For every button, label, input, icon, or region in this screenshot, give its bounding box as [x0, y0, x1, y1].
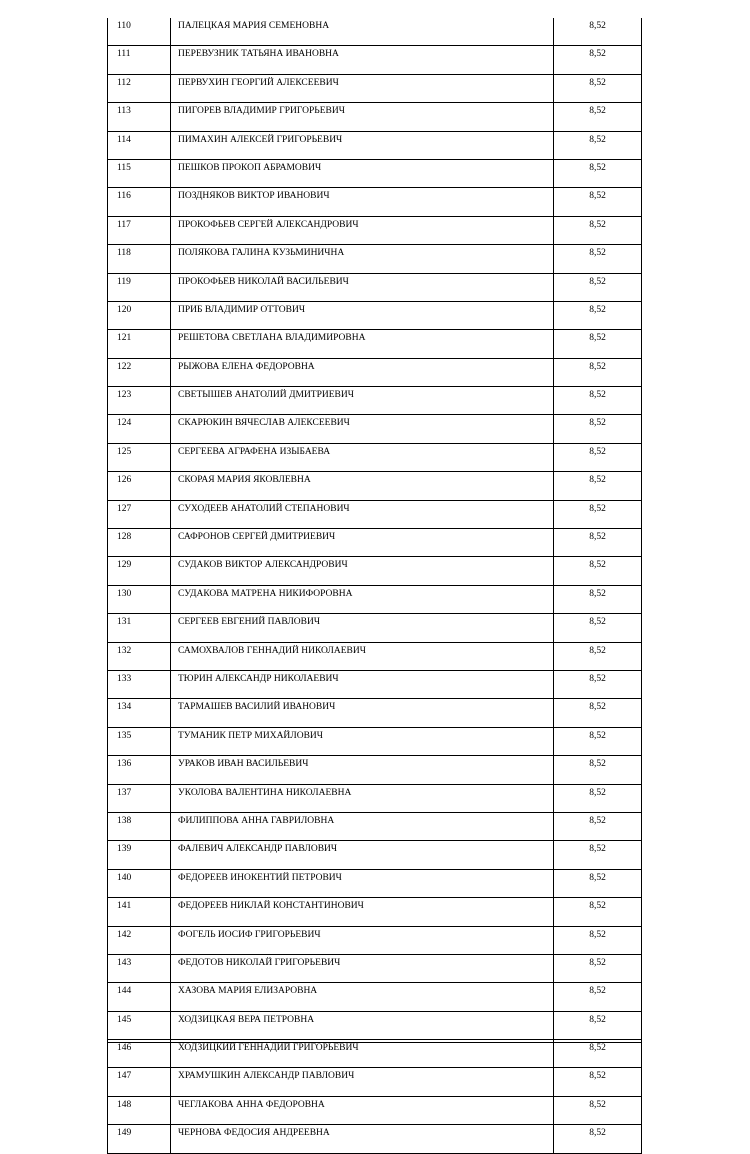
table-row [108, 869, 642, 897]
row-value: 8,52 [554, 983, 642, 1011]
table-row [108, 103, 642, 131]
row-number: 123 [108, 387, 171, 415]
row-number: 118 [108, 245, 171, 273]
row-number: 139 [108, 841, 171, 869]
row-value: 8,52 [554, 472, 642, 500]
row-full-name: ФИЛИППОВА АННА ГАВРИЛОВНА [171, 812, 554, 840]
row-value: 8,52 [554, 74, 642, 102]
row-number: 122 [108, 358, 171, 386]
table-body [108, 18, 642, 1153]
row-full-name: ПРОКОФЬЕВ НИКОЛАЙ ВАСИЛЬЕВИЧ [171, 273, 554, 301]
row-value: 8,52 [554, 358, 642, 386]
row-full-name: ПИГОРЕВ ВЛАДИМИР ГРИГОРЬЕВИЧ [171, 103, 554, 131]
row-value: 8,52 [554, 216, 642, 244]
row-value: 8,52 [554, 46, 642, 74]
row-value: 8,52 [554, 926, 642, 954]
row-value: 8,52 [554, 670, 642, 698]
row-number: 117 [108, 216, 171, 244]
row-full-name: ФЕДОТОВ НИКОЛАЙ ГРИГОРЬЕВИЧ [171, 954, 554, 982]
table-row [108, 529, 642, 557]
row-number: 126 [108, 472, 171, 500]
row-full-name: ТАРМАШЕВ ВАСИЛИЙ ИВАНОВИЧ [171, 699, 554, 727]
row-full-name: СУДАКОВА МАТРЕНА НИКИФОРОВНА [171, 585, 554, 613]
row-value: 8,52 [554, 557, 642, 585]
row-number: 143 [108, 954, 171, 982]
row-number: 134 [108, 699, 171, 727]
row-number: 114 [108, 131, 171, 159]
row-full-name: УКОЛОВА ВАЛЕНТИНА НИКОЛАЕВНА [171, 784, 554, 812]
row-full-name: ПРОКОФЬЕВ СЕРГЕЙ АЛЕКСАНДРОВИЧ [171, 216, 554, 244]
row-full-name: ЧЕГЛАКОВА АННА ФЕДОРОВНА [171, 1096, 554, 1124]
table-row [108, 699, 642, 727]
table-row [108, 1096, 642, 1124]
row-value: 8,52 [554, 1068, 642, 1096]
row-full-name: СЕРГЕЕВА АГРАФЕНА ИЗЫБАЕВА [171, 443, 554, 471]
table-row [108, 727, 642, 755]
row-value: 8,52 [554, 614, 642, 642]
row-full-name: ЧЕРНОВА ФЕДОСИЯ АНДРЕЕВНА [171, 1125, 554, 1153]
table-row [108, 443, 642, 471]
row-number: 128 [108, 529, 171, 557]
table-row [108, 670, 642, 698]
row-number: 137 [108, 784, 171, 812]
row-full-name: СЕРГЕЕВ ЕВГЕНИЙ ПАВЛОВИЧ [171, 614, 554, 642]
row-value: 8,52 [554, 756, 642, 784]
row-full-name: ФАЛЕВИЧ АЛЕКСАНДР ПАВЛОВИЧ [171, 841, 554, 869]
row-number: 119 [108, 273, 171, 301]
row-value: 8,52 [554, 443, 642, 471]
row-value: 8,52 [554, 273, 642, 301]
row-value: 8,52 [554, 330, 642, 358]
row-value: 8,52 [554, 727, 642, 755]
table-row [108, 557, 642, 585]
row-value: 8,52 [554, 642, 642, 670]
row-full-name: РЫЖОВА ЕЛЕНА ФЕДОРОВНА [171, 358, 554, 386]
row-full-name: ФЕДОРЕЕВ НИКЛАЙ КОНСТАНТИНОВИЧ [171, 898, 554, 926]
row-number: 135 [108, 727, 171, 755]
table-row [108, 387, 642, 415]
row-value: 8,52 [554, 131, 642, 159]
row-full-name: ХОДЗИЦКАЯ ВЕРА ПЕТРОВНА [171, 1011, 554, 1039]
row-number: 111 [108, 46, 171, 74]
row-number: 120 [108, 301, 171, 329]
row-value: 8,52 [554, 18, 642, 46]
row-full-name: ПЕРЕВУЗНИК ТАТЬЯНА ИВАНОВНА [171, 46, 554, 74]
row-number: 132 [108, 642, 171, 670]
table-row [108, 1040, 642, 1068]
row-number: 148 [108, 1096, 171, 1124]
table-row [108, 273, 642, 301]
row-full-name: СКАРЮКИН ВЯЧЕСЛАВ АЛЕКСЕЕВИЧ [171, 415, 554, 443]
row-full-name: ПИМАХИН АЛЕКСЕЙ ГРИГОРЬЕВИЧ [171, 131, 554, 159]
row-value: 8,52 [554, 954, 642, 982]
row-number: 115 [108, 159, 171, 187]
table-row [108, 330, 642, 358]
row-value: 8,52 [554, 585, 642, 613]
row-value: 8,52 [554, 898, 642, 926]
row-number: 133 [108, 670, 171, 698]
table-row [108, 841, 642, 869]
row-number: 142 [108, 926, 171, 954]
table-row [108, 926, 642, 954]
table-row [108, 216, 642, 244]
table-row [108, 245, 642, 273]
row-value: 8,52 [554, 784, 642, 812]
table-row [108, 954, 642, 982]
row-full-name: ПОЗДНЯКОВ ВИКТОР ИВАНОВИЧ [171, 188, 554, 216]
row-value: 8,52 [554, 869, 642, 897]
row-full-name: ФОГЕЛЬ ИОСИФ ГРИГОРЬЕВИЧ [171, 926, 554, 954]
row-value: 8,52 [554, 301, 642, 329]
table-row [108, 472, 642, 500]
row-full-name: ТЮРИН АЛЕКСАНДР НИКОЛАЕВИЧ [171, 670, 554, 698]
table-row [108, 301, 642, 329]
row-value: 8,52 [554, 812, 642, 840]
row-value: 8,52 [554, 1096, 642, 1124]
row-full-name: ФЕДОРЕЕВ ИНОКЕНТИЙ ПЕТРОВИЧ [171, 869, 554, 897]
row-number: 112 [108, 74, 171, 102]
row-number: 125 [108, 443, 171, 471]
table-row [108, 188, 642, 216]
row-number: 113 [108, 103, 171, 131]
row-number: 136 [108, 756, 171, 784]
row-value: 8,52 [554, 500, 642, 528]
table-row [108, 812, 642, 840]
row-full-name: СКОРАЯ МАРИЯ ЯКОВЛЕВНА [171, 472, 554, 500]
row-number: 141 [108, 898, 171, 926]
row-number: 127 [108, 500, 171, 528]
row-full-name: СУДАКОВ ВИКТОР АЛЕКСАНДРОВИЧ [171, 557, 554, 585]
row-number: 147 [108, 1068, 171, 1096]
row-full-name: УРАКОВ ИВАН ВАСИЛЬЕВИЧ [171, 756, 554, 784]
row-full-name: ПАЛЕЦКАЯ МАРИЯ СЕМЕНОВНА [171, 18, 554, 46]
row-number: 149 [108, 1125, 171, 1153]
row-full-name: ХРАМУШКИН АЛЕКСАНДР ПАВЛОВИЧ [171, 1068, 554, 1096]
row-value: 8,52 [554, 103, 642, 131]
row-number: 121 [108, 330, 171, 358]
row-full-name: ПОЛЯКОВА ГАЛИНА КУЗЬМИНИЧНА [171, 245, 554, 273]
table-row [108, 46, 642, 74]
table-row [108, 74, 642, 102]
table-row [108, 415, 642, 443]
row-value: 8,52 [554, 699, 642, 727]
row-value: 8,52 [554, 1011, 642, 1039]
table-row [108, 642, 642, 670]
table-row [108, 500, 642, 528]
row-number: 138 [108, 812, 171, 840]
names-table [107, 18, 642, 1154]
row-number: 145 [108, 1011, 171, 1039]
row-number: 124 [108, 415, 171, 443]
row-number: 140 [108, 869, 171, 897]
row-number: 129 [108, 557, 171, 585]
table-row [108, 585, 642, 613]
table-row [108, 18, 642, 46]
row-value: 8,52 [554, 245, 642, 273]
table-row [108, 614, 642, 642]
row-full-name: ХОДЗИЦКИЙ ГЕННАДИЙ ГРИГОРЬЕВИЧ [171, 1040, 554, 1068]
table-row [108, 756, 642, 784]
table-row [108, 1068, 642, 1096]
table-row [108, 898, 642, 926]
row-number: 131 [108, 614, 171, 642]
row-value: 8,52 [554, 529, 642, 557]
row-full-name: ХАЗОВА МАРИЯ ЕЛИЗАРОВНА [171, 983, 554, 1011]
row-full-name: ПЕРВУХИН ГЕОРГИЙ АЛЕКСЕЕВИЧ [171, 74, 554, 102]
row-full-name: ПРИБ ВЛАДИМИР ОТТОВИЧ [171, 301, 554, 329]
row-full-name: РЕШЕТОВА СВЕТЛАНА ВЛАДИМИРОВНА [171, 330, 554, 358]
row-full-name: СВЕТЫШЕВ АНАТОЛИЙ ДМИТРИЕВИЧ [171, 387, 554, 415]
table-bottom-border [107, 1042, 641, 1043]
row-value: 8,52 [554, 1125, 642, 1153]
row-value: 8,52 [554, 415, 642, 443]
row-number: 146 [108, 1040, 171, 1068]
row-value: 8,52 [554, 841, 642, 869]
table-row [108, 159, 642, 187]
row-value: 8,52 [554, 188, 642, 216]
row-full-name: САМОХВАЛОВ ГЕННАДИЙ НИКОЛАЕВИЧ [171, 642, 554, 670]
row-value: 8,52 [554, 159, 642, 187]
table-row [108, 1011, 642, 1039]
table-row [108, 784, 642, 812]
table-row [108, 358, 642, 386]
table-row [108, 131, 642, 159]
row-number: 144 [108, 983, 171, 1011]
table-row [108, 1125, 642, 1153]
row-full-name: ПЕШКОВ ПРОКОП АБРАМОВИЧ [171, 159, 554, 187]
row-number: 130 [108, 585, 171, 613]
row-value: 8,52 [554, 387, 642, 415]
row-full-name: СУХОДЕЕВ АНАТОЛИЙ СТЕПАНОВИЧ [171, 500, 554, 528]
row-number: 116 [108, 188, 171, 216]
row-full-name: ТУМАНИК ПЕТР МИХАЙЛОВИЧ [171, 727, 554, 755]
row-full-name: САФРОНОВ СЕРГЕЙ ДМИТРИЕВИЧ [171, 529, 554, 557]
row-number: 110 [108, 18, 171, 46]
table-row [108, 983, 642, 1011]
row-value: 8,52 [554, 1040, 642, 1068]
